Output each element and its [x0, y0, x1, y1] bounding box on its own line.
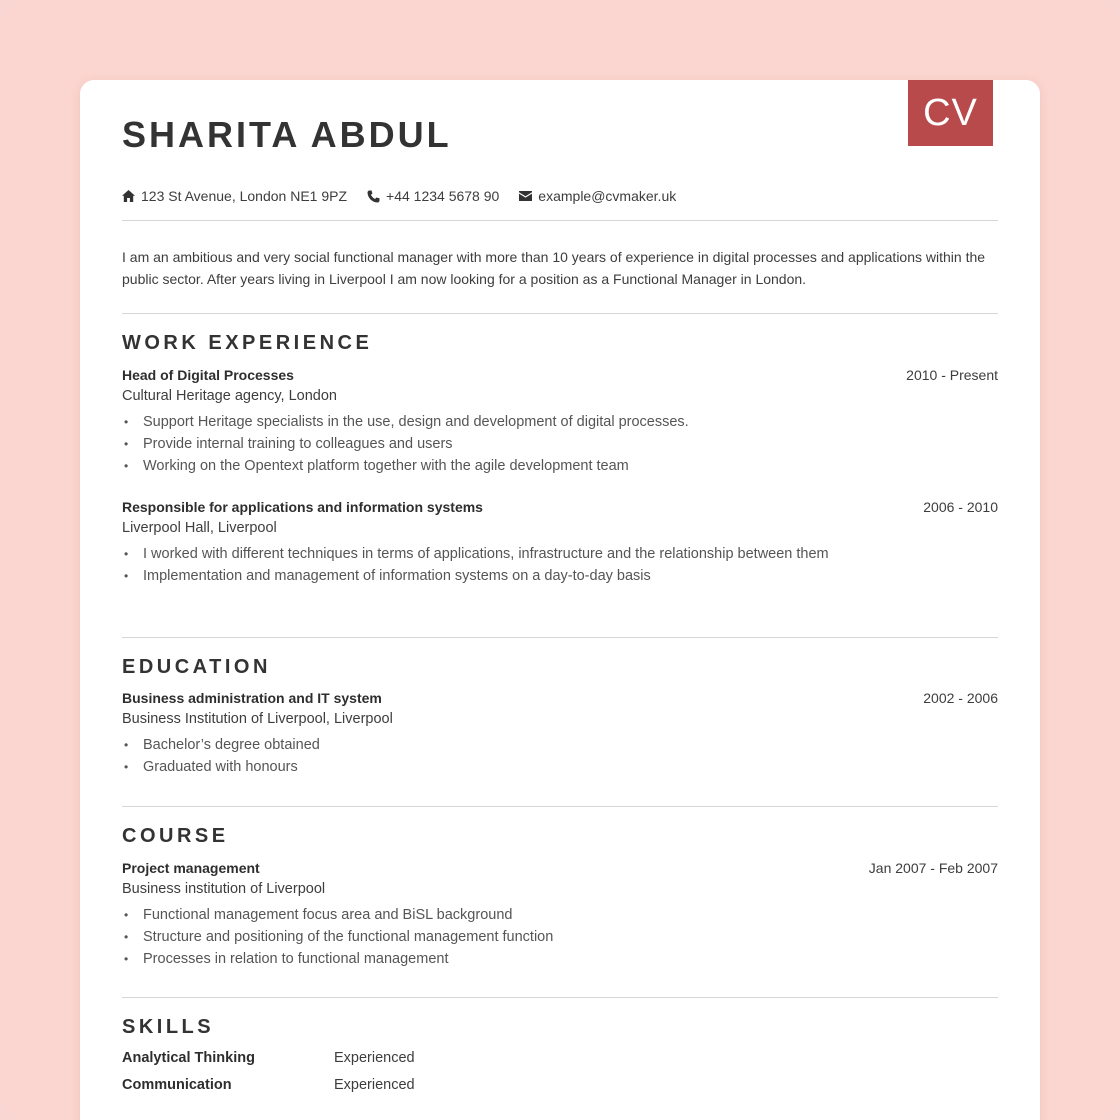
- email-text: example@cvmaker.uk: [538, 188, 677, 204]
- skill-row: [122, 1050, 415, 1077]
- list-item: • Working on the Opentext platform together with the agile development team: [122, 455, 842, 477]
- job-dates: 2010 - Present: [906, 367, 998, 383]
- cv-badge: CV: [908, 80, 993, 146]
- skill-level: Experienced: [334, 1077, 415, 1093]
- work-entry: [122, 367, 998, 477]
- section-title-skills: SKILLS: [122, 1016, 215, 1038]
- divider: [122, 997, 998, 998]
- job-dates: 2006 - 2010: [923, 499, 998, 515]
- list-item: • Functional management focus area and BiSL background: [122, 904, 842, 926]
- course-dates: Jan 2007 - Feb 2007: [868, 860, 998, 876]
- home-icon: [122, 190, 135, 202]
- section-title-education: EDUCATION: [122, 656, 271, 678]
- job-title: Responsible for applications and information systems: [122, 499, 483, 515]
- skill-name: Analytical Thinking: [122, 1050, 255, 1066]
- resume-name: SHARITA ABDUL: [122, 114, 452, 155]
- divider: [122, 637, 998, 638]
- course-provider: Business institution of Liverpool: [122, 881, 326, 897]
- profile-summary: I am an ambitious and very social functional manager with more than 10 years of experience in digital processes and applications within the public sector. After years living in Liverpool I am now looking for a position as a Functional Manager in London.: [122, 249, 986, 287]
- contact-address: [122, 188, 347, 204]
- course-bullets: [122, 904, 998, 970]
- education-entry: [122, 690, 998, 778]
- contact-phone: [367, 188, 499, 204]
- list-item: • Provide internal training to colleagues and users: [122, 433, 842, 455]
- divider: [122, 220, 998, 221]
- list-item: • Implementation and management of information systems on a day-to-day basis: [122, 565, 842, 587]
- course-title: Project management: [122, 860, 260, 876]
- employer: Liverpool Hall, Liverpool: [122, 520, 277, 536]
- skill-name: Communication: [122, 1077, 232, 1093]
- skills-list: [122, 1050, 415, 1104]
- list-item: • Graduated with honours: [122, 756, 842, 778]
- job-title: Head of Digital Processes: [122, 367, 294, 383]
- address-text: 123 St Avenue, London NE1 9PZ: [141, 188, 348, 204]
- section-title-work-experience: WORK EXPERIENCE: [122, 332, 373, 354]
- job-bullets: [122, 411, 998, 477]
- phone-icon: [367, 190, 380, 203]
- course-entry: [122, 860, 998, 970]
- education-bullets: [122, 734, 998, 778]
- envelope-icon: [519, 191, 532, 201]
- contact-email: [519, 188, 676, 204]
- work-entry: [122, 499, 998, 587]
- divider: [122, 313, 998, 314]
- resume-document: [80, 80, 1040, 1120]
- list-item: • Support Heritage specialists in the use, design and development of digital processes.: [122, 411, 842, 433]
- phone-text: +44 1234 5678 90: [386, 188, 500, 204]
- education-dates: 2002 - 2006: [923, 690, 998, 706]
- skill-row: [122, 1077, 415, 1104]
- degree-title: Business administration and IT system: [122, 690, 382, 706]
- section-title-course: COURSE: [122, 825, 229, 847]
- job-bullets: [122, 543, 998, 587]
- list-item: • Structure and positioning of the functional management function: [122, 926, 842, 948]
- employer: Cultural Heritage agency, London: [122, 388, 337, 404]
- institution: Business Institution of Liverpool, Liverpool: [122, 711, 393, 727]
- skill-level: Experienced: [334, 1050, 415, 1066]
- list-item: • I worked with different techniques in terms of applications, infrastructure and the relationship between them: [122, 543, 842, 565]
- list-item: • Bachelor’s degree obtained: [122, 734, 842, 756]
- list-item: • Processes in relation to functional management: [122, 948, 842, 970]
- divider: [122, 806, 998, 807]
- contact-bar: [122, 188, 696, 204]
